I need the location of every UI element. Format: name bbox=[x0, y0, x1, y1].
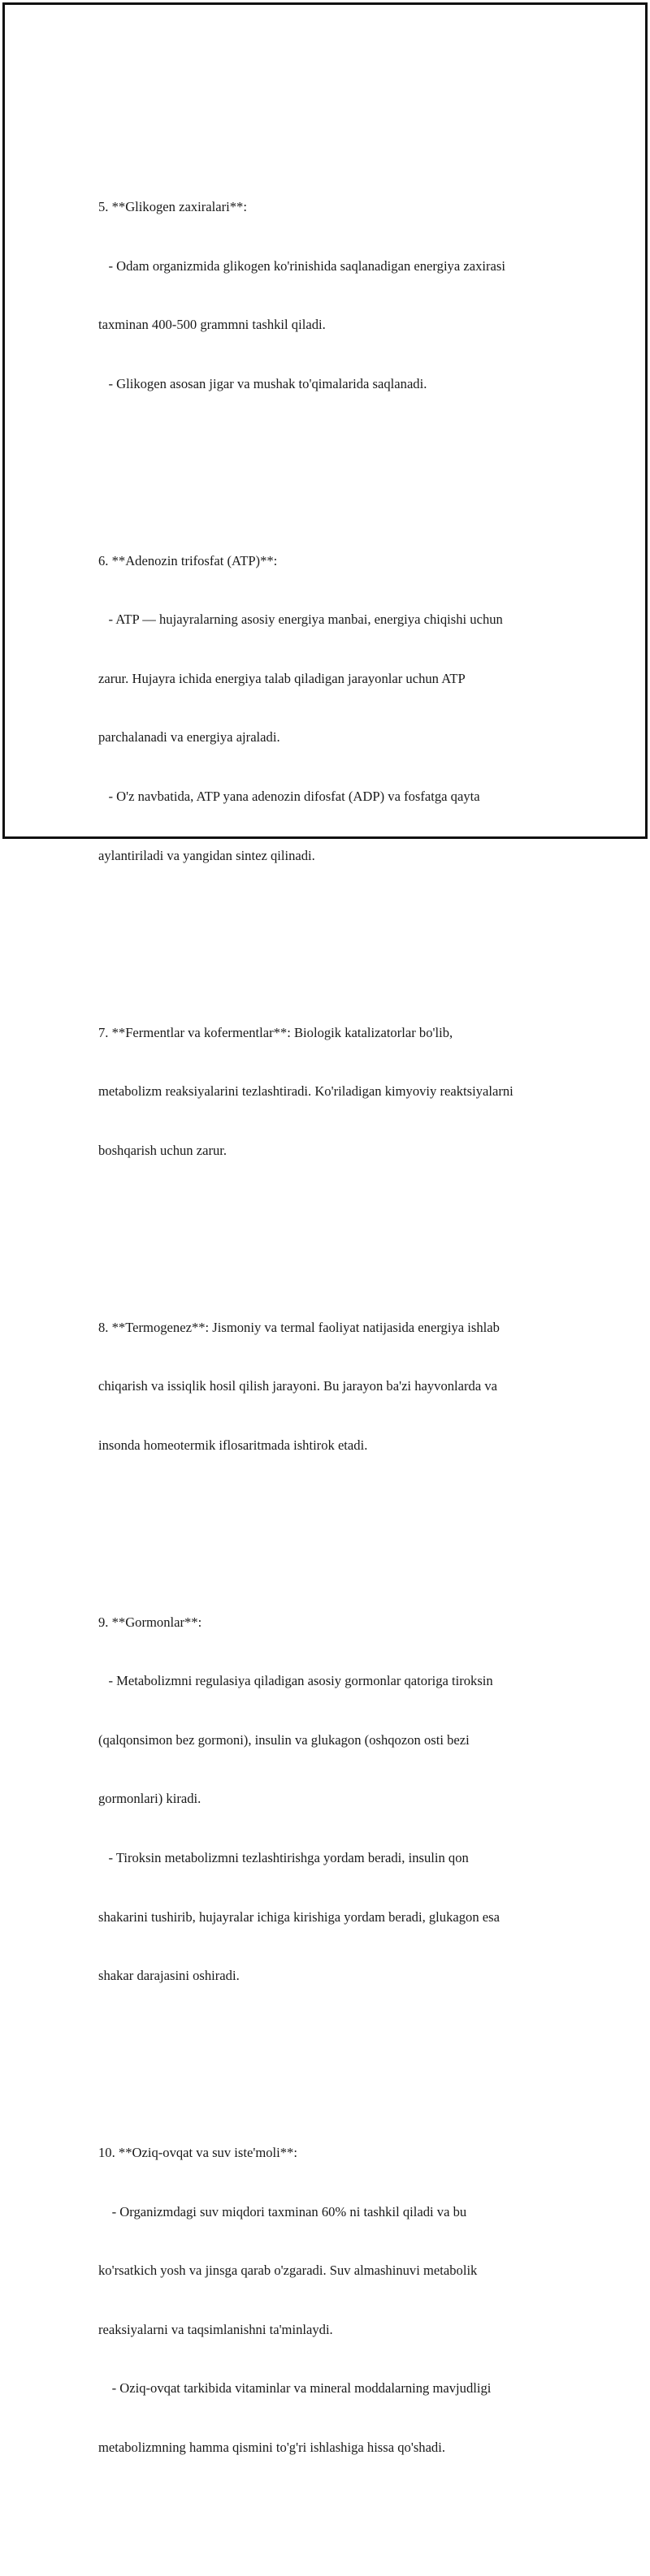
section-oziq-ovqat bbox=[98, 2104, 570, 2497]
section-heading: 8. **Termogenez**: Jismoniy va termal faoliyat natijasida energiya ishlab bbox=[98, 1319, 500, 1335]
text-line: parchalanadi va energiya ajraladi. bbox=[98, 729, 280, 746]
text-line: - Metabolizmni regulasiya qiladigan asosiy gormonlar qatoriga tiroksin bbox=[98, 1673, 493, 1689]
section-heading: 10. **Oziq-ovqat va suv iste'moli**: bbox=[98, 2145, 297, 2161]
text-line: taxminan 400-500 grammni tashkil qiladi. bbox=[98, 317, 326, 333]
section-heading: 9. **Gormonlar**: bbox=[98, 1614, 202, 1630]
section-gormonlar bbox=[98, 1573, 570, 2025]
text-line: - O'z navbatida, ATP yana adenozin difosfat (ADP) va fosfatga qayta bbox=[98, 789, 480, 805]
text-line: insonda homeotermik iflosaritmada ishtirok etadi. bbox=[98, 1437, 368, 1453]
text-line: shakar darajasini oshiradi. bbox=[98, 1968, 240, 1984]
text-line: - Tiroksin metabolizmni tezlashtirishga yordam beradi, insulin qon bbox=[98, 1850, 469, 1866]
section-heading: 6. **Adenozin trifosfat (ATP)**: bbox=[98, 552, 278, 568]
text-line: zarur. Hujayra ichida energiya talab qiladigan jarayonlar uchun ATP bbox=[98, 670, 466, 686]
text-line: - Glikogen asosan jigar va mushak to'qimalarida saqlanadi. bbox=[98, 375, 427, 391]
section-termogenez bbox=[98, 1278, 570, 1494]
text-line: gormonlari) kiradi. bbox=[98, 1791, 202, 1807]
section-heading: 5. **Glikogen zaxiralari**: bbox=[98, 199, 247, 215]
text-line: - Organizmdagi suv miqdori taxminan 60% ni tashkil qiladi va bu bbox=[98, 2203, 467, 2219]
page-frame bbox=[2, 2, 648, 2456]
text-line: - Odam organizmida glikogen ko'rinishida saqlanadigan energiya zaxirasi bbox=[98, 257, 505, 274]
text-line: shakarini tushirib, hujayralar ichiga kirishiga yordam beradi, glukagon esa bbox=[98, 1908, 500, 1925]
text-line: reaksiyalarni va taqsimlanishni ta'minlaydi. bbox=[98, 2321, 333, 2337]
text-line: ko'rsatkich yosh va jinsga qarab o'zgaradi. Suv almashinuvi metabolik bbox=[98, 2263, 478, 2279]
text-line: boshqarish uchun zarur. bbox=[98, 1142, 228, 1158]
section-fermentlar bbox=[98, 983, 570, 1199]
text-line: metabolizm reaksiyalarini tezlashtiradi. Ko'riladigan kimyoviy reaktsiyalarni bbox=[98, 1083, 514, 1100]
text-line: - Oziq-ovqat tarkibida vitaminlar va mineral moddalarning mavjudligi bbox=[98, 2380, 492, 2397]
text-line: chiqarish va issiqlik hosil qilish jarayoni. Bu jarayon ba'zi hayvonlarda va bbox=[98, 1378, 498, 1394]
text-line: aylantiriladi va yangidan sintez qilinadi. bbox=[98, 847, 315, 863]
text-line: metabolizmning hamma qismini to'g'ri ishlashiga hissa qo'shadi. bbox=[98, 2440, 445, 2456]
section-heading: 7. **Fermentlar va kofermentlar**: Biologik katalizatorlar bo'lib, bbox=[98, 1024, 453, 1040]
text-line: - ATP — hujayralarning asosiy energiya manbai, energiya chiqishi uchun bbox=[98, 612, 503, 628]
text-line: (qalqonsimon bez gormoni), insulin va glukagon (oshqozon osti bezi bbox=[98, 1731, 470, 1748]
document-body bbox=[98, 99, 570, 2576]
section-atp bbox=[98, 512, 570, 905]
section-glikogen bbox=[98, 158, 570, 434]
